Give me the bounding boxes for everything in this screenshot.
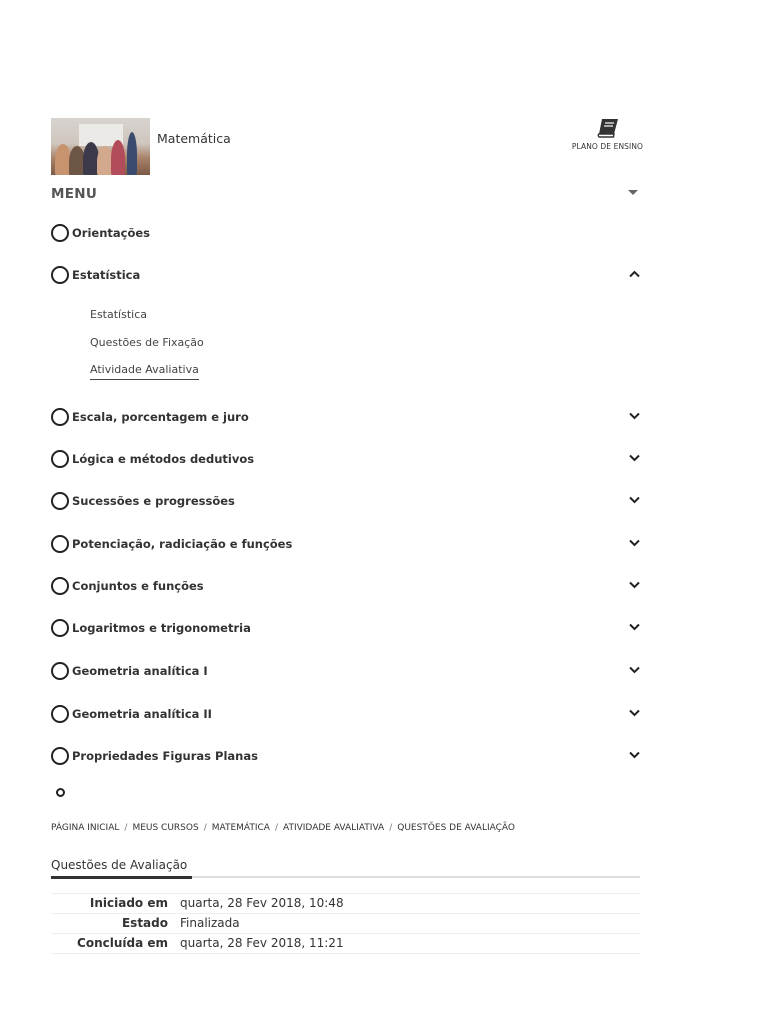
breadcrumb-item-questoes-de-avaliacao[interactable]: QUESTÕES DE AVALIAÇÃO: [397, 823, 515, 833]
menu-item-propriedades-figuras-planas[interactable]: [51, 747, 646, 767]
menu-item-label: Propriedades Figuras Planas: [72, 749, 258, 763]
attempt-row-status: [51, 913, 640, 933]
menu-item-estatistica[interactable]: [51, 266, 646, 286]
menu-item-label: Escala, porcentagem e juro: [72, 410, 249, 424]
small-circle-icon[interactable]: [56, 788, 65, 797]
attempt-row-started: [51, 893, 640, 913]
chevron-down-icon[interactable]: [629, 666, 640, 674]
chevron-down-icon[interactable]: [629, 581, 640, 589]
circle-icon: [51, 535, 69, 553]
breadcrumb-item-atividade-avaliativa[interactable]: ATIVIDADE AVALIATIVA: [283, 823, 385, 833]
plano-de-ensino-button[interactable]: [560, 117, 655, 151]
breadcrumb-separator: /: [274, 823, 279, 833]
menu-item-label: Orientações: [72, 226, 150, 240]
menu-item-label: Estatística: [72, 268, 141, 282]
circle-icon: [51, 408, 69, 426]
menu-item-conjuntos-funcoes[interactable]: [51, 577, 646, 597]
circle-icon: [51, 747, 69, 765]
attempt-row-completed: [51, 933, 640, 953]
menu-item-geometria-analitica-ii[interactable]: [51, 705, 646, 725]
book-icon: [596, 117, 620, 139]
menu-item-geometria-analitica-i[interactable]: [51, 662, 646, 682]
chevron-down-icon[interactable]: [629, 623, 640, 631]
menu-item-escala-porcentagem-juro[interactable]: [51, 408, 646, 428]
chevron-up-icon[interactable]: [629, 270, 640, 278]
submenu-item-atividade-avaliativa[interactable]: Atividade Avaliativa: [90, 363, 199, 380]
chevron-down-icon[interactable]: [629, 539, 640, 547]
menu-item-label: Geometria analítica I: [72, 664, 208, 678]
attempt-value: Finalizada: [180, 916, 240, 930]
circle-icon: [51, 450, 69, 468]
menu-title[interactable]: MENU: [51, 186, 98, 202]
page-title: Questões de Avaliação: [51, 858, 188, 872]
breadcrumb-separator: /: [124, 823, 128, 833]
circle-icon: [51, 492, 69, 510]
course-name[interactable]: Matemática: [157, 131, 231, 146]
breadcrumb-item-pagina-inicial[interactable]: PÁGINA INICIAL: [51, 823, 120, 833]
chevron-down-icon[interactable]: [629, 709, 640, 717]
attempt-table-bottom-border: [51, 953, 640, 954]
attempt-value: quarta, 28 Fev 2018, 10:48: [180, 896, 344, 910]
breadcrumb-item-matematica[interactable]: MATEMÁTICA: [211, 823, 270, 833]
menu-item-label: Geometria analítica II: [72, 707, 212, 721]
breadcrumb-separator: /: [203, 823, 207, 833]
menu-item-label: Lógica e métodos dedutivos: [72, 452, 255, 466]
chevron-down-icon[interactable]: [629, 751, 640, 759]
menu-item-logica-metodos-dedutivos[interactable]: [51, 450, 646, 470]
chevron-down-icon[interactable]: [629, 454, 640, 462]
section-active-underline: [51, 876, 192, 879]
menu-item-orientacoes[interactable]: [51, 224, 646, 244]
attempt-key: Concluída em: [77, 936, 168, 950]
menu-item-label: Logaritmos e trigonometria: [72, 621, 251, 635]
breadcrumb-item-meus-cursos[interactable]: MEUS CURSOS: [132, 823, 199, 833]
circle-icon: [51, 705, 69, 723]
menu-item-potenciacao-radiciacao-funcoes[interactable]: [51, 535, 646, 555]
caret-down-icon[interactable]: [628, 190, 638, 195]
submenu-item-estatistica[interactable]: Estatística: [90, 308, 147, 321]
circle-icon: [51, 266, 69, 284]
breadcrumb-separator: /: [389, 823, 393, 833]
attempt-key: Estado: [121, 916, 168, 930]
menu-item-label: Sucessões e progressões: [72, 494, 235, 508]
menu-item-logaritmos-trigonometria[interactable]: [51, 619, 646, 639]
menu-item-label: Potenciação, radiciação e funções: [72, 537, 293, 551]
menu-item-sucessoes-progressoes[interactable]: [51, 492, 646, 512]
chevron-down-icon[interactable]: [629, 412, 640, 420]
breadcrumb: [51, 823, 515, 833]
course-image[interactable]: [51, 118, 150, 175]
menu-item-label: Conjuntos e funções: [72, 579, 204, 593]
circle-icon: [51, 577, 69, 595]
circle-icon: [51, 619, 69, 637]
chevron-down-icon[interactable]: [629, 496, 640, 504]
circle-icon: [51, 224, 69, 242]
submenu-item-questoes-de-fixacao[interactable]: Questões de Fixação: [90, 336, 204, 349]
plano-de-ensino-label: PLANO DE ENSINO: [571, 142, 644, 151]
attempt-value: quarta, 28 Fev 2018, 11:21: [180, 936, 344, 950]
attempt-key: Iniciado em: [89, 896, 168, 910]
circle-icon: [51, 662, 69, 680]
